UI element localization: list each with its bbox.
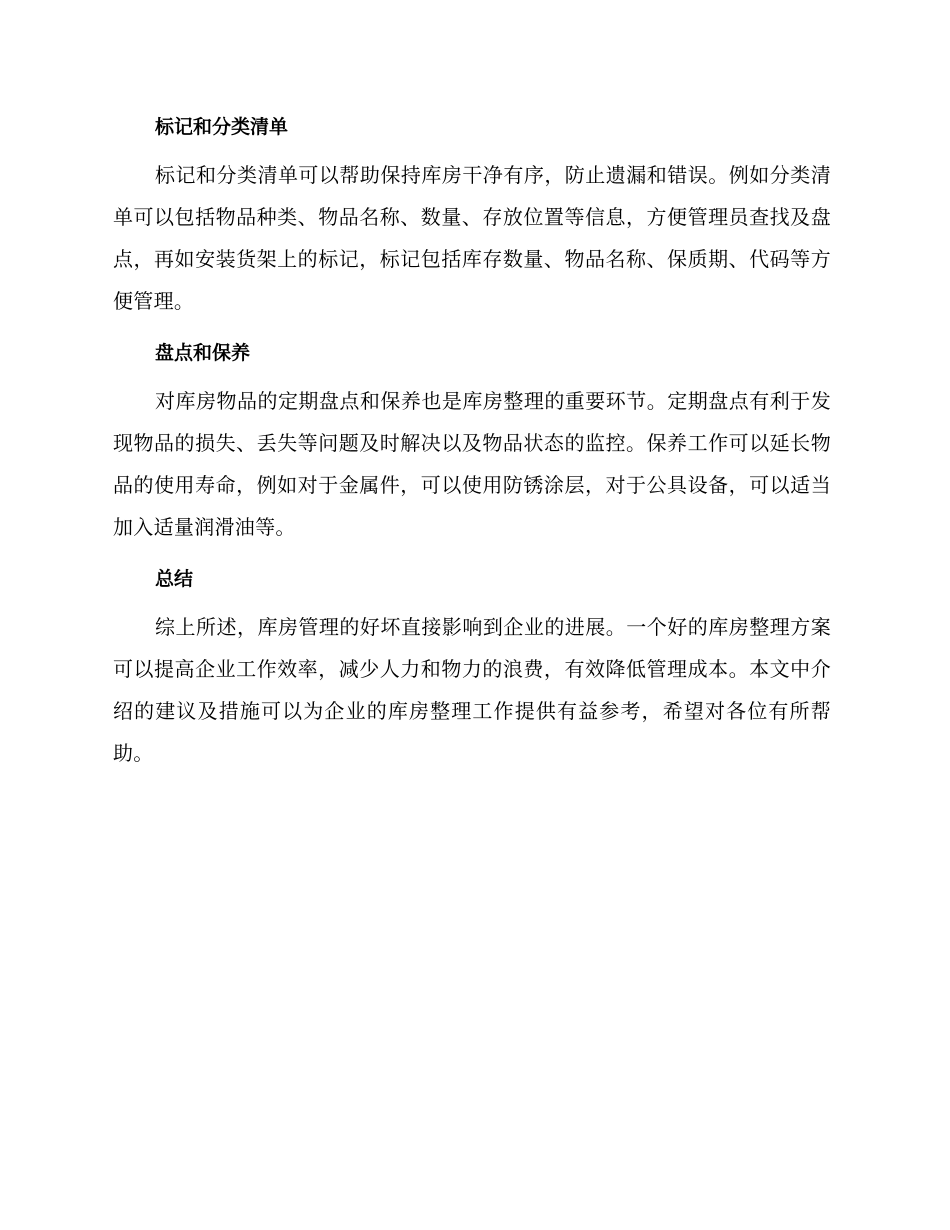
section-inventory-and-maintenance [113, 334, 831, 548]
section-heading: 盘点和保养 [155, 342, 251, 364]
section-summary [113, 560, 831, 774]
document-page [113, 108, 831, 786]
section-paragraph: 对库房物品的定期盘点和保养也是库房整理的重要环节。定期盘点有利于发现物品的损失、丢失等问题及时解决以及物品状态的监控。保养工作可以延长物品的使用寿命，例如对于金属件，可以使用防锈涂层，对于公具设备，可以适当加入适量润滑油等。 [113, 389, 831, 539]
section-heading: 标记和分类清单 [155, 116, 289, 138]
section-paragraph: 综上所述，库房管理的好坏直接影响到企业的进展。一个好的库房整理方案可以提高企业工作效率，减少人力和物力的浪费，有效降低管理成本。本文中介绍的建议及措施可以为企业的库房整理工作提供有益参考，希望对各位有所帮助。 [113, 615, 831, 765]
section-labeling-and-classification [113, 108, 831, 322]
section-heading: 总结 [155, 568, 194, 590]
section-paragraph: 标记和分类清单可以帮助保持库房干净有序，防止遗漏和错误。例如分类清单可以包括物品种类、物品名称、数量、存放位置等信息，方便管理员查找及盘点，再如安装货架上的标记，标记包括库存数量、物品名称、保质期、代码等方便管理。 [113, 163, 831, 313]
